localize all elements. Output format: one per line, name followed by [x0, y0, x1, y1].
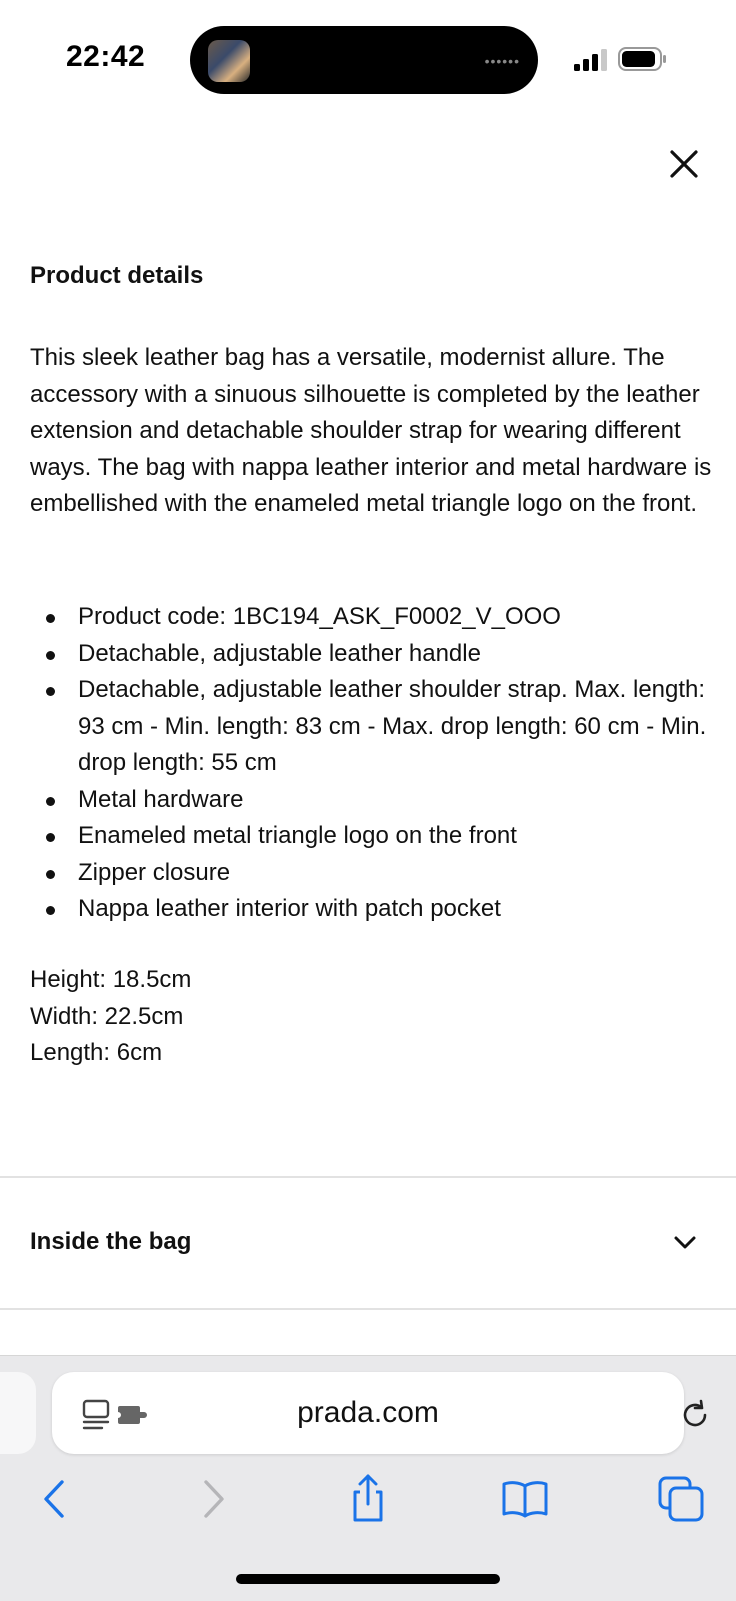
- feature-item: Detachable, adjustable leather handle: [30, 636, 720, 673]
- back-icon[interactable]: [30, 1474, 80, 1524]
- dimension-length: Length: 6cm: [30, 1039, 163, 1066]
- feature-item: Nappa leather interior with patch pocket: [30, 891, 720, 928]
- inside-the-bag-accordion[interactable]: [0, 1178, 736, 1308]
- tabs-icon[interactable]: [656, 1474, 706, 1524]
- browser-bottom-bar: [0, 1355, 736, 1601]
- reload-icon[interactable]: [678, 1398, 712, 1432]
- now-playing-thumbnail: [208, 40, 250, 82]
- feature-item: Detachable, adjustable leather shoulder strap. Max. length: 93 cm - Min. length: 83 cm - Max. drop length: 60 cm - Min. drop length: 55 cm: [30, 672, 720, 782]
- feature-item: Zipper closure: [30, 855, 720, 892]
- product-details-title: Product details: [30, 262, 204, 289]
- dimensions: [30, 962, 191, 1072]
- address-bar[interactable]: [52, 1372, 684, 1454]
- feature-item: Product code: 1BC194_ASK_F0002_V_OOO: [30, 599, 720, 636]
- previous-tab-peek[interactable]: [0, 1372, 36, 1454]
- forward-icon[interactable]: [188, 1474, 238, 1524]
- product-description: This sleek leather bag has a versatile, modernist allure. The accessory with a sinuous silhouette is completed by the leather extension and detachable shoulder strap for wearing different ways. The bag with nappa leather interior and metal hardware is embellished with the enameled metal triangle logo on the front.: [30, 344, 712, 517]
- dimension-height: Height: 18.5cm: [30, 966, 192, 993]
- home-indicator[interactable]: [236, 1574, 500, 1584]
- status-time: 22:42: [66, 40, 146, 73]
- accordion-title: Inside the bag: [30, 1228, 192, 1255]
- battery-icon: [618, 46, 668, 72]
- browser-toolbar: [0, 1474, 736, 1534]
- signal-icon: [574, 48, 610, 72]
- status-bar: [0, 0, 736, 120]
- feature-item: Enameled metal triangle logo on the front: [30, 818, 720, 855]
- feature-item: Metal hardware: [30, 782, 720, 819]
- chevron-down-icon: [670, 1228, 700, 1258]
- dimension-width: Width: 22.5cm: [30, 1002, 184, 1030]
- feature-list: [30, 599, 720, 928]
- dynamic-island[interactable]: [190, 26, 538, 94]
- divider: [0, 1308, 736, 1310]
- url-text: prada.com: [297, 1396, 439, 1429]
- island-dots: ••••••: [484, 53, 520, 69]
- share-icon[interactable]: [343, 1474, 393, 1524]
- bookmarks-icon[interactable]: [500, 1474, 550, 1524]
- close-icon[interactable]: [664, 144, 704, 184]
